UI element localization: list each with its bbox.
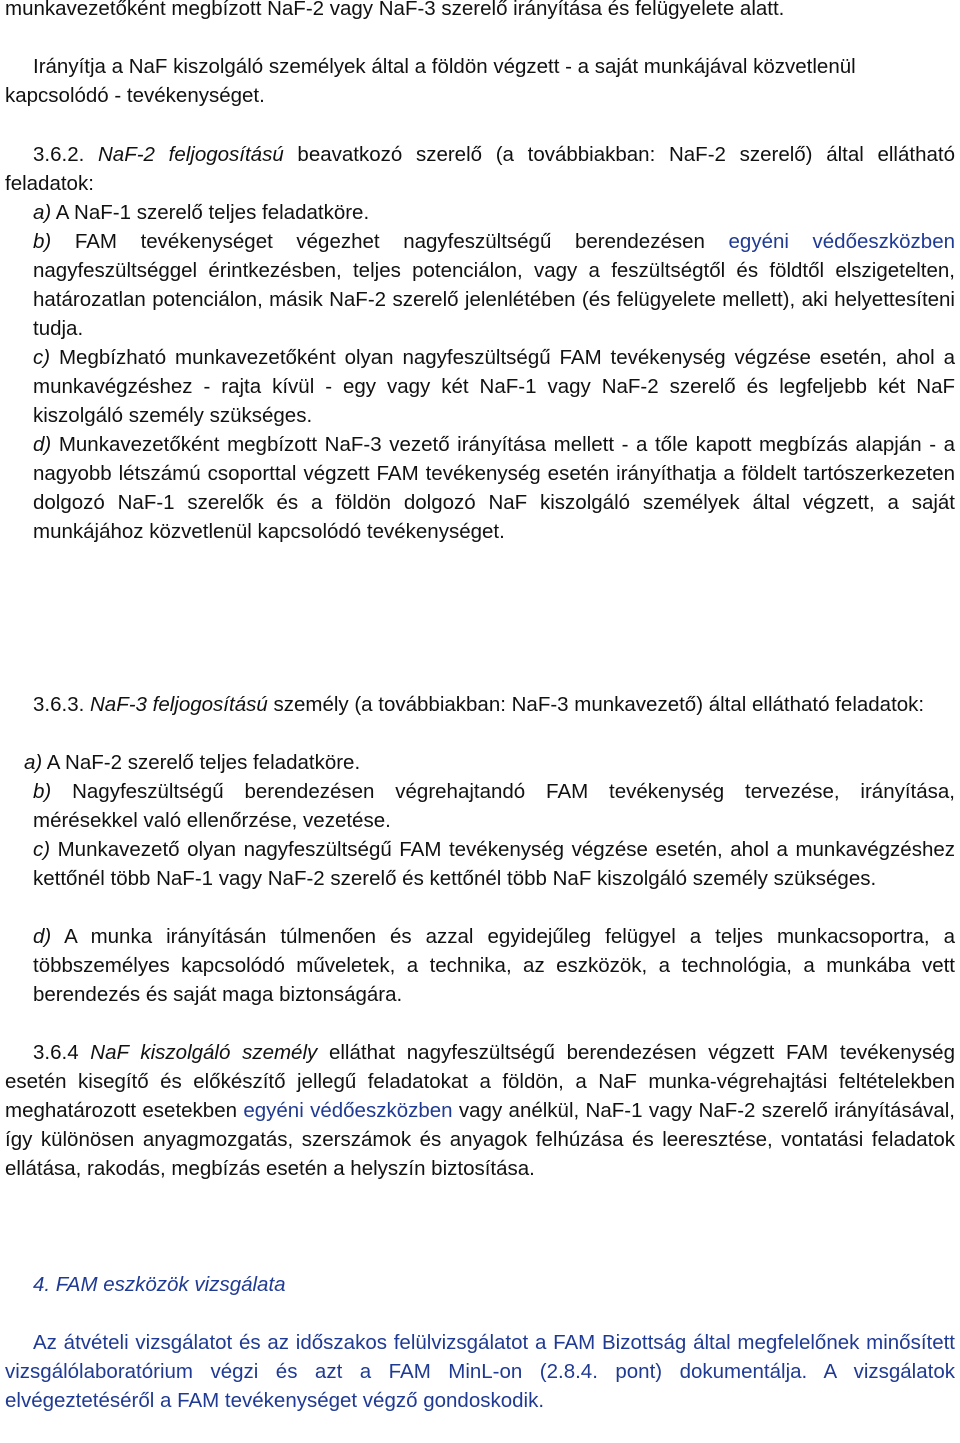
section-3-6-2-item-b: b) FAM tevékenységet végezhet nagyfeszültségű berendezésen egyéni védőeszközben nagyfeszültséggel érintkezésben, teljes potenciálon, vagy a feszültségtől és földtől elszigetelten, határozatlan potenciálon, másik NaF-2 szerelő jelenlétében (és felügyelete mellett), aki helyettesíteni tudja. [33,230,955,340]
continuation-paragraph-2: Irányítja a NaF kiszolgáló személyek által a földön végzett - a saját munkájával közvetlenül kapcsolódó - tevékenységet. [5,55,856,107]
section-3-6-2-item-c: c) Megbízható munkavezetőként olyan nagyfeszültségű FAM tevékenység végzése esetén, ahol a munkavégzéshez - rajta kívül - egy vagy két NaF-1 vagy NaF-2 szerelő és legfeljebb két NaF kiszolgáló személy szükséges. [33,346,955,427]
section-3-6-3-item-c: c) Munkavezető olyan nagyfeszültségű FAM tevékenység végzése esetén, ahol a munkavégzéshez kettőnél több NaF-1 vagy NaF-2 szerelő és kettőnél több NaF kiszolgáló személy szükséges. [33,838,955,890]
section-3-6-3-item-a: a) A NaF-2 szerelő teljes feladatköre. [24,751,361,774]
link-egyeni-vedoeszkozben[interactable]: egyéni védőeszközben [728,230,955,253]
link-egyeni-vedoeszkozben-2[interactable]: egyéni védőeszközben [243,1099,453,1122]
section-term: NaF-2 feljogosítású [97,143,284,166]
continuation-paragraph-1: munkavezetőként megbízott NaF-2 vagy NaF-3 szerelő irányítása és felügyelete alatt. [5,0,785,20]
section-term: NaF-3 feljogosítású [90,693,268,716]
section-3-6-3-title: 3.6.3. NaF-3 feljogosítású személy (a továbbiakban: NaF-3 munkavezető) által ellátható feladatok: [33,693,925,716]
section-3-6-3-item-d: d) A munka irányításán túlmenően és azzal egyidejűleg felügyel a teljes munkacsoportra, a többszemélyes kapcsolódó műveletek, a technika, az eszközök, a technológia, a munkába vett berendezés és saját maga biztonságára. [33,925,955,1006]
section-number: 3.6.2. [33,143,85,166]
section-term: NaF kiszolgáló személy [78,1041,318,1064]
section-4-paragraph: Az átvételi vizsgálatot és az időszakos felülvizsgálatot a FAM Bizottság által megfelelőnek minősített vizsgálólaboratórium végzi és azt a FAM MinL-on (2.8.4. pont) dokumentálja. A vizsgálatok elvégeztetéséről a FAM tevékenységet végző gondoskodik. [5,1331,955,1412]
section-number: 3.6.4 [33,1041,79,1064]
section-number: 3.6.3. [33,693,85,716]
section-3-6-3-item-b: b) Nagyfeszültségű berendezésen végrehajtandó FAM tevékenység tervezése, irányítása, mérésekkel való ellenőrzése, vezetése. [33,780,955,832]
section-3-6-2-title: 3.6.2. NaF-2 feljogosítású beavatkozó szerelő (a továbbiakban: NaF-2 szerelő) által ellátható feladatok: [5,143,955,195]
section-3-6-2-item-d: d) Munkavezetőként megbízott NaF-3 vezető irányítása mellett - a tőle kapott megbízás alapján - a nagyobb létszámú csoporttal végzett FAM tevékenység esetén irányíthatja a földelt tartószerkezeten dolgozó NaF-1 szerelők és a földön dolgozó NaF kiszolgáló személyek által végzett, a saját munkájához közvetlenül kapcsolódó tevékenységet. [33,433,955,543]
section-3-6-4-paragraph: 3.6.4 NaF kiszolgáló személy elláthat nagyfeszültségű berendezésen végzett FAM tevékenység esetén kisegítő és előkészítő jellegű feladatokat a földön, a NaF munka-végrehajtási feltételekben meghatározott esetekben egyéni védőeszközben vagy anélkül, NaF-1 vagy NaF-2 szerelő irányításával, így különösen anyagmozgatás, szerszámok és anyagok felhúzása és leeresztése, vontatási feladatok ellátása, rakodás, megbízás esetén a helyszín biztosítása. [5,1041,955,1180]
section-3-6-2-item-a: a) A NaF-1 szerelő teljes feladatköre. [33,201,370,224]
section-4-heading: 4. FAM eszközök vizsgálata [33,1273,286,1296]
